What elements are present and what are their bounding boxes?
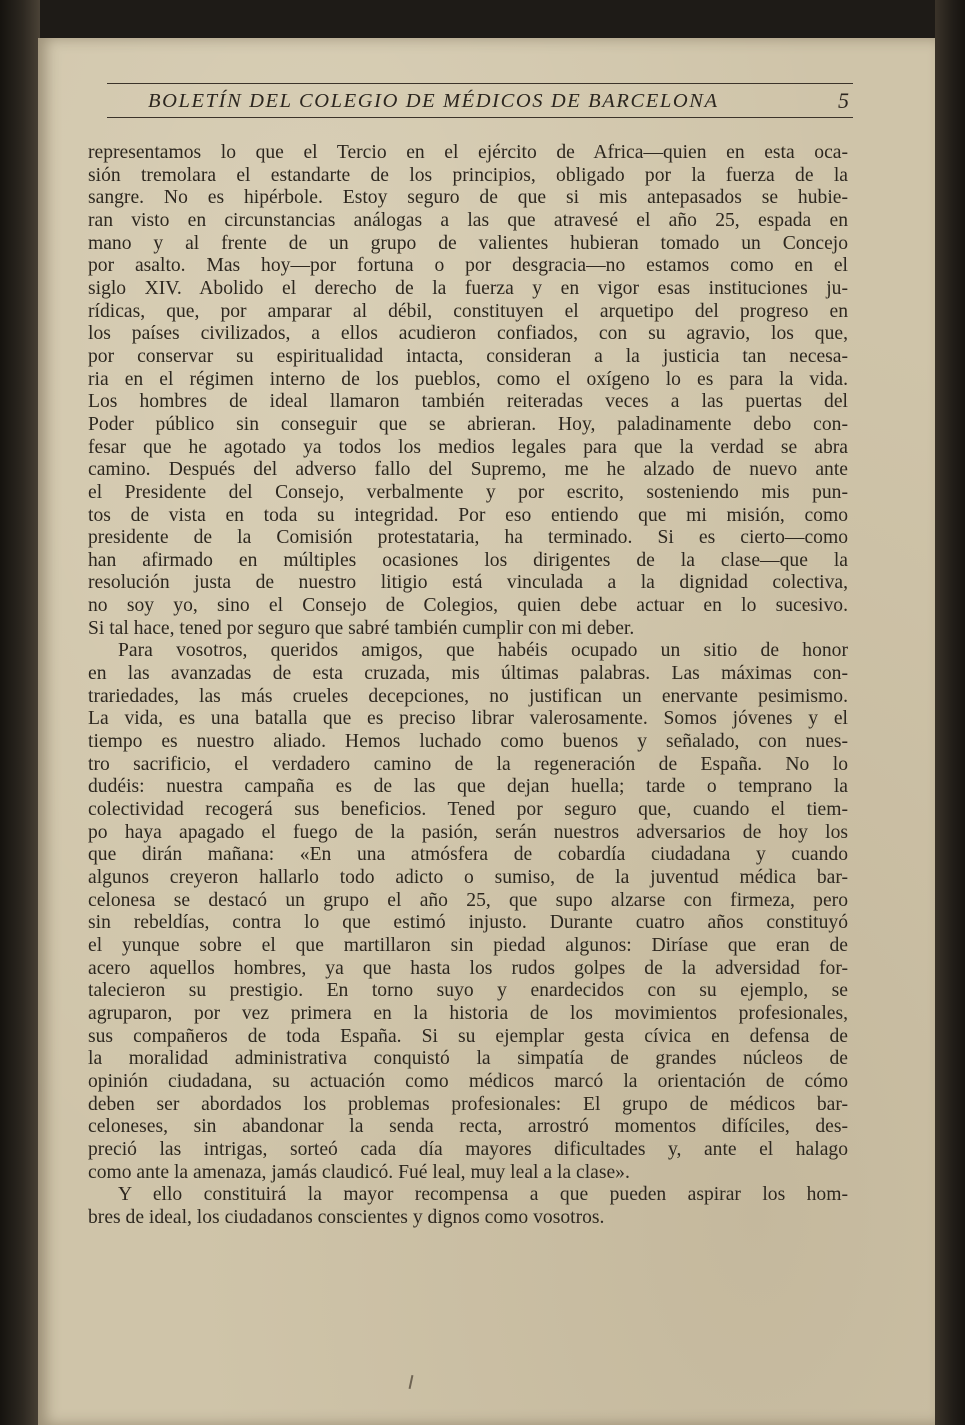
text-line: opinión ciudadana, su actuación como médicos marcó la orientación de cómo: [88, 1070, 848, 1092]
text-line: acero aquellos hombres, ya que hasta los rudos golpes de la adversidad for-: [88, 957, 848, 979]
text-line: bres de ideal, los ciudadanos conscientes y dignos como vosotros.: [88, 1206, 605, 1228]
text-line: dudéis: nuestra campaña es de las que dejan huella; tarde o temprano la: [88, 776, 848, 798]
text-line: Y ello constituirá la mayor recompensa a que pueden aspirar los hom-: [118, 1184, 848, 1206]
page-edge: [935, 0, 965, 1425]
text-line: camino. Después del adverso fallo del Supremo, me he alzado de nuevo ante: [88, 459, 848, 481]
header-rule-bottom: [107, 117, 853, 118]
text-line: resolución justa de nuestro litigio está vinculada a la dignidad colectiva,: [88, 572, 848, 594]
text-line: como ante la amenaza, jamás claudicó. Fué leal, muy leal a la clase».: [88, 1161, 630, 1183]
text-line: siglo XIV. Abolido el derecho de la fuerza y en vigor esas instituciones ju-: [88, 277, 848, 299]
text-line: ria en el régimen interno de los pueblos, como el oxígeno lo es para la vida.: [88, 368, 848, 390]
text-line: celonesa se destacó un grupo el año 25, que supo alzarse con firmeza, pero: [88, 889, 848, 911]
text-line: los países civilizados, a ellos acudieron confiados, con su agravio, los que,: [88, 323, 848, 345]
text-line: trariedades, las más crueles decepciones, no justifican un enervante pesimismo.: [88, 685, 848, 707]
text-line: Los hombres de ideal llamaron también reiteradas veces a las puertas del: [88, 391, 848, 413]
text-line: po haya apagado el fuego de la pasión, serán nuestros adversarios de hoy los: [88, 821, 848, 843]
text-line: sión tremolara el estandarte de los principios, obligado por la fuerza de la: [88, 164, 848, 186]
header-rule-top: [107, 83, 853, 84]
text-line: tro sacrificio, el verdadero camino de la regeneración de España. No lo: [88, 753, 848, 775]
text-line: algunos creyeron hallarlo todo adicto o sumiso, de la juventud médica bar-: [88, 867, 848, 888]
text-line: representamos lo que el Tercio en el ejército de Africa—quien en esta oca-: [88, 142, 848, 163]
text-line: no soy yo, sino el Consejo de Colegios, quien debe actuar en lo sucesivo.: [88, 595, 848, 617]
body-text: [88, 142, 848, 1230]
text-line: agruparon, por vez primera en la historia de los movimientos profesionales,: [88, 1002, 848, 1024]
text-line: mano y al frente de un grupo de valientes hubieran tomado un Concejo: [88, 232, 848, 254]
text-line: rídicas, que, por amparar al débil, constituyen el arquetipo del progreso en: [88, 300, 848, 322]
text-line: en las avanzadas de esta cruzada, mis últimas palabras. Las máximas con-: [88, 663, 848, 685]
text-line: sin rebeldías, contra lo que estimó injusto. Durante cuatro años constituyó: [88, 912, 848, 934]
text-line: tos de vista en toda su integridad. Por eso entiendo que mi misión, como: [88, 504, 848, 526]
text-line: talecieron su prestigio. En torno suyo y enardecidos con su ejemplo, se: [88, 980, 848, 1002]
text-line: el yunque sobre el que martillaron sin piedad algunos: Diríase que eran de: [88, 934, 848, 956]
text-line: colectividad recogerá sus beneficios. Tened por seguro que, cuando el tiem-: [88, 799, 848, 821]
text-line: presidente de la Comisión protestataria, ha terminado. Si es cierto—como: [88, 527, 848, 549]
text-line: que dirán mañana: «En una atmósfera de cobardía ciudadana y cuando: [88, 844, 848, 866]
binding-shadow: [0, 0, 40, 1425]
text-line: deben ser abordados los problemas profesionales: El grupo de médicos bar-: [88, 1093, 848, 1115]
text-line: La vida, es una batalla que es preciso librar valerosamente. Somos jóvenes y el: [88, 708, 848, 730]
running-header-title: BOLETÍN DEL COLEGIO DE MÉDICOS DE BARCELONA: [148, 90, 719, 112]
text-line: por conservar su espiritualidad intacta, consideran a la justicia tan necesa-: [88, 345, 848, 367]
text-line: la moralidad administrativa conquistó la simpatía de grandes núcleos de: [88, 1048, 848, 1070]
text-line: han afirmado en múltiples ocasiones los dirigentes de la clase—que la: [88, 549, 848, 571]
text-line: por asalto. Mas hoy—por fortuna o por desgracia—no estamos como en el: [88, 255, 848, 277]
text-line: fesar que he agotado ya todos los medios legales para que la verdad se abra: [88, 436, 848, 458]
text-line: sangre. No es hipérbole. Estoy seguro de que si mis antepasados se hubie-: [88, 187, 848, 209]
text-line: preció las intrigas, sorteó cada día mayores dificultades y, ante el halago: [88, 1138, 848, 1160]
page-number: 5: [838, 88, 849, 113]
text-line: Para vosotros, queridos amigos, que habéis ocupado un sitio de honor: [118, 640, 848, 662]
text-line: celoneses, sin abandonar la senda recta, arrostró momentos difíciles, des-: [88, 1116, 848, 1138]
text-line: tiempo es nuestro aliado. Hemos luchado como buenos y señalado, con nues-: [88, 731, 848, 753]
text-line: Si tal hace, tened por seguro que sabré también cumplir con mi deber.: [88, 617, 635, 639]
text-line: ran visto en circunstancias análogas a las que atravesé el año 25, espada en: [88, 209, 848, 231]
text-line: sus compañeros de toda España. Si su ejemplar gesta cívica en defensa de: [88, 1025, 848, 1047]
text-line: el Presidente del Consejo, verbalmente y por escrito, sosteniendo mis pun-: [88, 481, 848, 503]
text-line: Poder público sin conseguir que se abrieran. Hoy, paladinamente debo con-: [88, 413, 848, 435]
